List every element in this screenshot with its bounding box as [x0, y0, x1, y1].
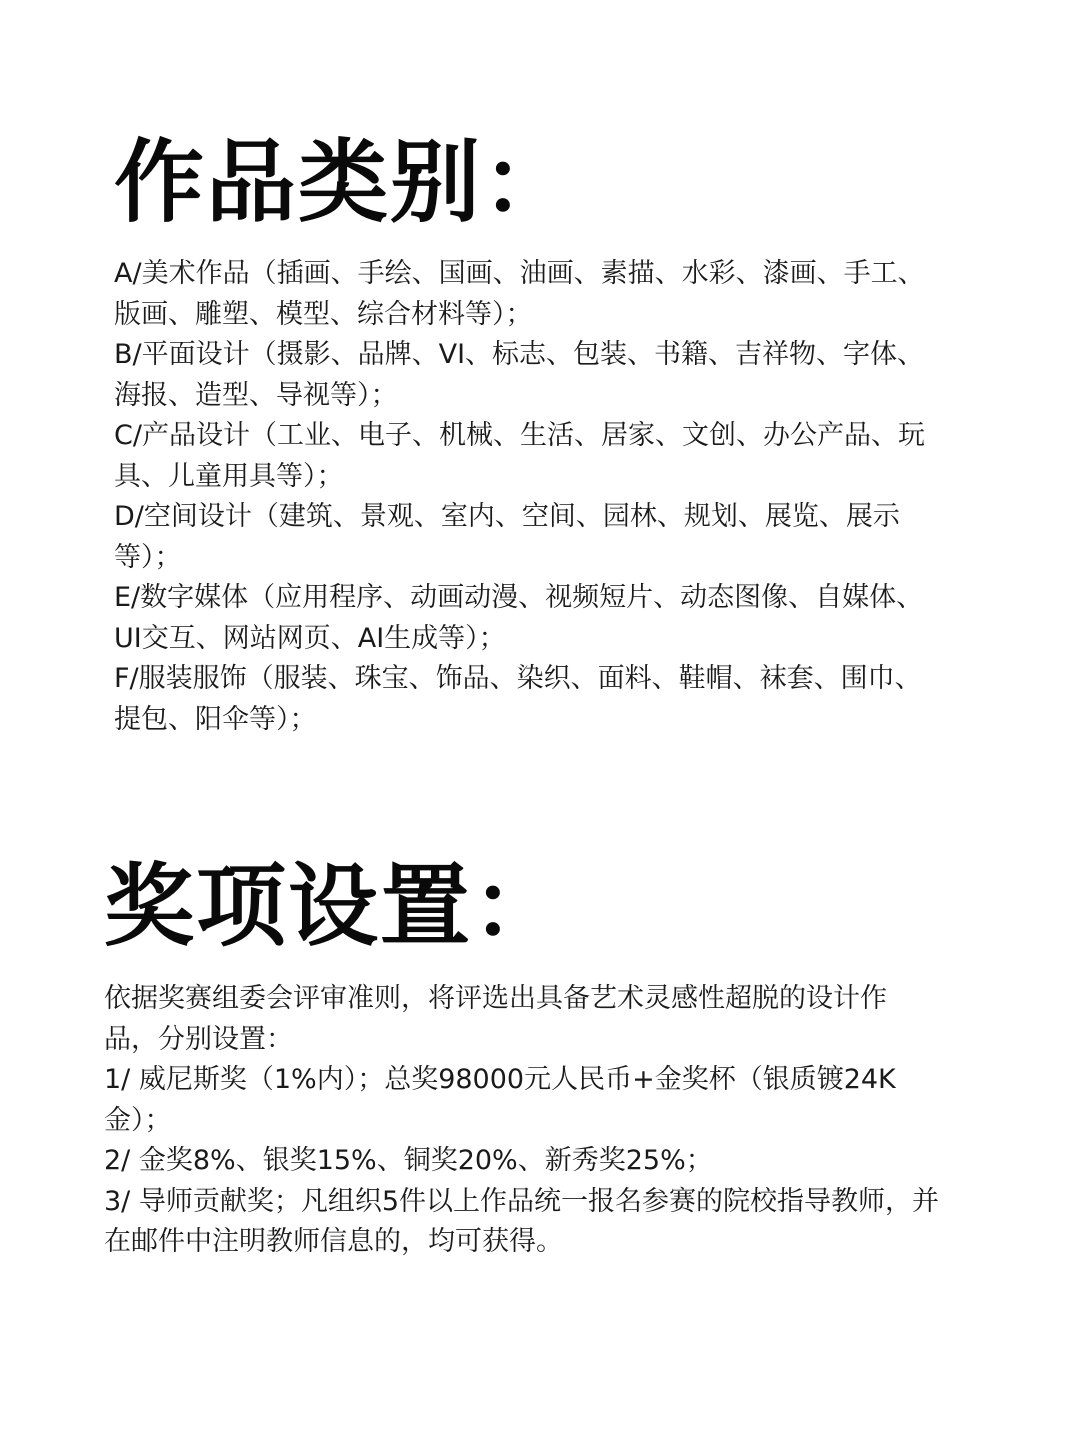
award-line: 2/ 金奖8%、银奖15%、铜奖20%、新秀奖25%；	[104, 1145, 713, 1176]
category-line: D/空间设计（建筑、景观、室内、空间、园林、规划、展览、展示	[114, 501, 900, 532]
category-line: UI交互、网站网页、AI生成等）；	[114, 622, 506, 654]
category-line: 提包、阳伞等）；	[114, 703, 317, 735]
category-line: B/平面设计（摄影、品牌、VI、标志、包装、书籍、吉祥物、字体、	[114, 339, 925, 370]
category-line: F/服装服饰（服装、珠宝、饰品、染织、面料、鞋帽、袜套、围巾、	[114, 663, 922, 694]
award-line: 3/ 导师贡献奖；凡组织5件以上作品统一报名参赛的院校指导教师，并	[104, 1185, 940, 1217]
categories-heading: 作品类别：	[114, 129, 574, 235]
categories-list	[114, 254, 925, 740]
category-line: C/产品设计（工业、电子、机械、生活、居家、文创、办公产品、玩	[114, 420, 925, 451]
award-line: 在邮件中注明教师信息的，均可获得。	[104, 1226, 563, 1257]
award-line: 依据奖赛组委会评审准则，将评选出具备艺术灵感性超脱的设计作	[104, 983, 887, 1014]
award-line: 品，分别设置：	[104, 1023, 293, 1055]
category-line: 等）；	[114, 541, 182, 573]
awards-list	[104, 979, 939, 1263]
category-line: 具、儿童用具等）；	[114, 460, 344, 492]
awards-heading: 奖项设置：	[104, 853, 564, 959]
category-line: E/数字媒体（应用程序、动画动漫、视频短片、动态图像、自媒体、	[114, 582, 924, 613]
category-line: 海报、造型、导视等）；	[114, 379, 398, 411]
category-line: A/美术作品（插画、手绘、国画、油画、素描、水彩、漆画、手工、	[114, 258, 925, 289]
award-line: 1/ 威尼斯奖（1%内）；总奖98000元人民币+金奖杯（银质镀24K	[104, 1064, 896, 1095]
category-line: 版画、雕塑、模型、综合材料等）；	[114, 298, 533, 330]
award-line: 金）；	[104, 1104, 172, 1136]
